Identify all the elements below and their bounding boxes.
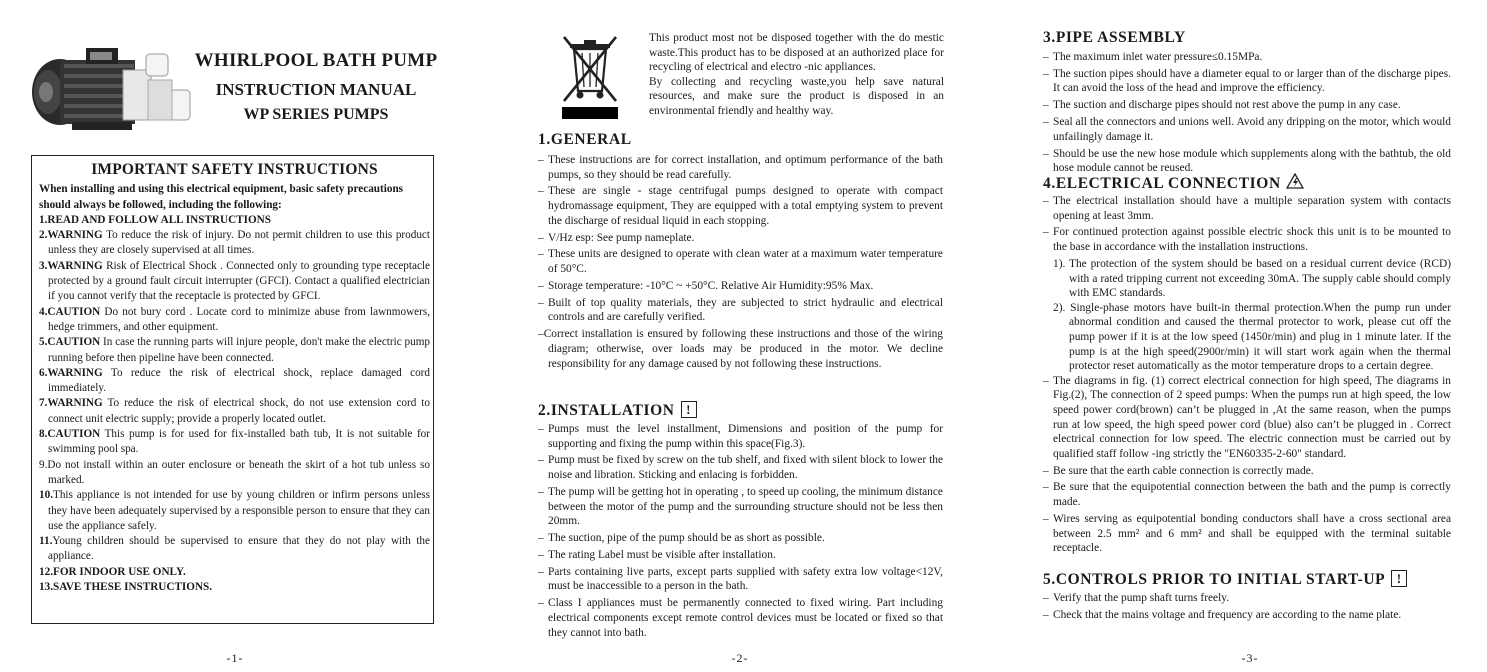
bullet-dash: –	[538, 423, 544, 435]
list-item	[1043, 374, 1451, 462]
disposal-para-2: By collecting and recycling waste,you help save natural resources, and make sure the product is disposed in an environmental friendly and healthy way.	[649, 75, 944, 117]
list-item-text: These units are designed to operate with clean water at a maximum water temperature of 50°C.	[548, 248, 943, 276]
safety-item-lead: 1.READ AND FOLLOW ALL INSTRUCTIONS	[39, 213, 271, 226]
list-item-text: These instructions are for correct installation, and optimum performance of the bath pumps, so they should be read carefully.	[548, 154, 943, 181]
list-item-text: The suction pipes should have a diameter equal to or larger than of the discharge pipes. It can avoid the loss of the head and improve the efficiency.	[1053, 67, 1451, 95]
bullet-dash: –	[538, 532, 544, 545]
list-item-text: 2). Single-phase motors have built-in thermal protection.When the pump run under abnormal condition and caused the thermal protector to work, please cut off the pump power if it is at the low speed (1450r/min) and plug in 1 minute later. If the pump is at the high speed(2900r/min) it will start work again when the thermal protector reset automatically as the motor temperature drops to a certain degree.	[1053, 301, 1451, 373]
list-item	[1043, 480, 1451, 509]
list-item-text: Pumps must the level installment, Dimensions and position of the pump for supporting and fixing the pump within this space(Fig.3).	[548, 423, 943, 450]
list-item	[538, 327, 943, 371]
safety-item	[39, 396, 430, 427]
controls-list	[1043, 591, 1451, 625]
safety-item-text: In case the running parts will injure people, don't make the electric pump running before then pipeline have been connected.	[48, 336, 430, 364]
safety-item-lead: 2.WARNING	[39, 229, 103, 242]
list-item	[538, 231, 943, 246]
list-item-text: Check that the mains voltage and frequency are according to the name plate.	[1053, 608, 1402, 621]
safety-item	[39, 228, 430, 259]
bullet-dash: –	[538, 279, 544, 292]
list-item-text: Parts containing live parts, except parts supplied with safety extra low voltage<12V, must be inaccessible to a person in the bath.	[548, 565, 943, 593]
bullet-dash: –	[538, 485, 544, 498]
list-item	[1043, 67, 1451, 96]
list-item	[1043, 591, 1451, 606]
list-item	[538, 453, 943, 482]
list-item-text: The pump will be getting hot in operating , to speed up cooling, the minimum distance between the motor of the pump and the surrounding structure should not be less then 20mm.	[548, 485, 943, 528]
electric-hazard-icon	[1286, 173, 1304, 189]
list-item	[1043, 194, 1451, 223]
bullet-dash: –	[1043, 608, 1049, 621]
safety-item-text: This appliance is not intended for use by young children or infirm persons unless they have been adequately supervised by a responsible person to ensure that they can use the appliance safely.	[48, 489, 430, 532]
installation-heading: 2.INSTALLATION	[538, 402, 675, 419]
page-number: -1-	[226, 651, 244, 665]
installation-heading-row	[538, 401, 697, 420]
safety-item	[39, 366, 430, 397]
controls-heading-row	[1043, 570, 1407, 589]
safety-item-lead: 3.WARNING	[39, 259, 103, 272]
safety-item	[39, 565, 430, 580]
page-number: -3-	[1241, 651, 1259, 665]
page-1	[0, 0, 470, 672]
manual-series: WP SERIES PUMPS	[243, 106, 389, 123]
electrical-heading: 4.ELECTRICAL CONNECTION	[1043, 175, 1281, 192]
safety-item	[39, 213, 430, 228]
list-item	[1043, 512, 1451, 556]
manual-subtitle: INSTRUCTION MANUAL	[215, 80, 417, 99]
list-item	[538, 422, 943, 451]
page-3	[1035, 0, 1465, 672]
safety-heading: IMPORTANT SAFETY INSTRUCTIONS	[91, 161, 378, 178]
controls-heading: 5.CONTROLS PRIOR TO INITIAL START-UP	[1043, 571, 1386, 588]
bullet-dash: –	[1043, 116, 1049, 129]
bullet-dash: –	[1043, 147, 1049, 160]
list-item	[1043, 115, 1451, 144]
bullet-dash: –	[538, 565, 544, 578]
general-list	[538, 153, 943, 373]
list-item-text: Wires serving as equipotential bonding conductors shall have a cross sectional area between 2.5 mm² and 6 mm² and shall be equipped with the terminal suitable receptacle.	[1053, 512, 1451, 555]
disposal-notice	[649, 31, 944, 119]
disposal-para-1: This product most not be disposed together with the do mestic waste.This product has to be disposed at an authorized place for recycling of electrical and electro -nic appliances.	[649, 32, 944, 74]
safety-item-lead: 12.FOR INDOOR USE ONLY.	[39, 565, 186, 578]
list-item	[1043, 257, 1451, 301]
page-2	[520, 0, 960, 672]
bullet-dash: –	[1043, 464, 1049, 477]
list-item-text: The suction and discharge pipes should not rest above the pump in any case.	[1053, 99, 1401, 112]
list-item	[1043, 464, 1451, 479]
safety-item	[39, 305, 430, 336]
safety-item-lead: 8.CAUTION	[39, 428, 101, 441]
list-item-text: The diagrams in fig. (1) correct electrical connection for high speed, The diagrams in Fig.(2), The connection of 2 speed pumps: When the pumps run at high speed, the low speed power cord(brown) can’t be plugged in ,At the same reason, when the pumps run at low speed, the high speed power cord (blue) also can’t be plugged in . Correct electrical connection for low speed. The electric connection must be carried out by qualified staff follow -ing strictly the "EN60335-2-60" standard.	[1053, 374, 1451, 460]
list-item	[1043, 608, 1451, 623]
safety-item-text: To reduce the risk of electrical shock, do not use extension cord to connect unit electric supply; provide a properly located outlet.	[48, 397, 430, 425]
safety-box	[31, 155, 434, 624]
safety-item-text: This pump is for used for fix-installed bath tub, It is not suitable for swimming pool spa.	[48, 428, 430, 456]
safety-item-lead: 10.	[39, 489, 53, 502]
safety-item-text: Do not bury cord . Locate cord to minimize abuse from lawnmowers, hedge trimmers, and other equipment.	[48, 305, 430, 333]
safety-item	[39, 534, 430, 565]
safety-item-text: Risk of Electrical Shock . Connected only to grounding type receptacle protected by a ground fault circuit interrupter (GFCI). Contact a qualified electrician if you cannot verify that the receptacle is protected by GFCI.	[48, 259, 430, 303]
safety-item	[39, 580, 430, 595]
safety-item-text: 9.Do not install within an outer enclosure or beneath the skirt of a hot tub unless so marked.	[39, 458, 430, 486]
safety-item	[39, 427, 430, 458]
list-item	[538, 247, 943, 276]
safety-intro: When installing and using this electrical equipment, basic safety precautions should always be followed, including the following:	[39, 183, 404, 211]
list-item-text: The maximum inlet water pressure≤0.15MPa.	[1053, 51, 1263, 63]
bullet-dash: –	[1043, 67, 1049, 80]
safety-item-lead: 13.SAVE THESE INSTRUCTIONS.	[39, 581, 213, 594]
list-item	[538, 153, 943, 182]
electrical-heading-row	[1043, 173, 1304, 193]
list-item	[538, 296, 943, 325]
list-item-text: These are single - stage centrifugal pumps designed to operate with compact hydromassage equipment, They are equipped with a total emptying system to prevent the discharge of residual liquid in each stopping.	[548, 185, 943, 227]
electrical-list	[1043, 194, 1451, 558]
bullet-dash: –	[538, 185, 544, 198]
safety-item-lead: 11.	[39, 535, 53, 548]
title-block	[185, 50, 447, 124]
safety-item-text: To reduce the risk of electrical shock, replace damaged cord immediately.	[48, 366, 430, 395]
list-item-text: V/Hz esp: See pump nameplate.	[548, 231, 695, 244]
warning-icon: !	[1391, 570, 1407, 587]
bullet-dash: –	[1043, 374, 1049, 387]
bullet-dash: –	[538, 548, 544, 561]
safety-item-lead: 6.WARNING	[39, 366, 103, 379]
list-item	[538, 596, 943, 640]
list-item-text: The rating Label must be visible after installation.	[548, 548, 776, 561]
bullet-dash: –	[538, 296, 544, 309]
list-item	[538, 279, 943, 294]
warning-icon: !	[681, 401, 697, 418]
bullet-dash: –	[1043, 195, 1049, 207]
list-item	[1043, 98, 1451, 113]
safety-item-text: Young children should be supervised to ensure that they do not play with the appliance.	[48, 535, 430, 563]
list-item-text: Storage temperature: -10°C ~ +50°C. Relative Air Humidity:95% Max.	[548, 279, 874, 292]
list-item-text: Correct installation is ensured by following these instructions and those of the wiring diagram; otherwise, over loads may be produced in the motor. We decline responsibility for any damage caused by not following these instructions.	[543, 328, 943, 370]
bullet-dash: –	[538, 231, 544, 244]
pipe-heading: 3.PIPE ASSEMBLY	[1043, 29, 1186, 46]
list-item-text: The electrical installation should have a multiple separation system with contacts opening at least 3mm.	[1053, 195, 1451, 222]
list-item-text: Verify that the pump shaft turns freely.	[1053, 592, 1230, 604]
safety-item-text: To reduce the risk of injury. Do not permit children to use this product unless they are closely supervised at all times.	[48, 229, 430, 257]
list-item-text: The suction, pipe of the pump should be as short as possible.	[548, 532, 825, 545]
bullet-dash: –	[538, 454, 544, 467]
list-item	[1043, 147, 1451, 176]
pump-image	[28, 40, 193, 132]
bullet-dash: –	[1043, 51, 1049, 63]
bullet-dash: –	[1043, 99, 1049, 112]
bullet-dash: –	[1043, 481, 1049, 494]
pipe-list	[1043, 50, 1451, 178]
safety-item-lead: 7.WARNING	[39, 397, 103, 410]
bullet-dash: –	[538, 248, 544, 261]
list-item-text: 1). The protection of the system should be based on a residual current device (RCD) with a rated tripping current not exceeding 30mA. The supply cable should comply with EMC standards.	[1053, 257, 1451, 300]
list-item	[538, 531, 943, 546]
list-item-text: Pump must be fixed by screw on the tub shelf, and fixed with silent block to lower the noise and libration. Sticking and enlacing is forbidden.	[548, 454, 943, 482]
list-item	[538, 184, 943, 228]
list-item-text: Should be use the new hose module which supplements along with the bathtub, the old hose module cannot be reused.	[1053, 147, 1451, 175]
installation-list	[538, 422, 943, 642]
list-item	[1043, 50, 1451, 65]
page-number: -2-	[731, 651, 749, 665]
list-item	[1043, 225, 1451, 254]
list-item	[1043, 301, 1451, 374]
safety-item	[39, 458, 430, 489]
bullet-dash: –	[1043, 226, 1049, 239]
list-item-text: For continued protection against possible electric shock this unit is to be mounted to the base in accordance with the installation instructions.	[1053, 226, 1451, 254]
list-item-text: Class I appliances must be permanently connected to fixed wiring. Part including electrical components except remote control devices must be located or fixed so that they cannot into bath.	[548, 597, 943, 639]
safety-item	[39, 259, 430, 305]
list-item	[538, 565, 943, 594]
general-heading: 1.GENERAL	[538, 131, 632, 148]
list-item-text: Seal all the connectors and unions well. Avoid any dripping on the motor, which would unfailingly damage it.	[1053, 116, 1451, 143]
list-item-text: Be sure that the earth cable connection is correctly made.	[1053, 464, 1314, 477]
safety-item-lead: 4.CAUTION	[39, 305, 101, 318]
list-item-text: Built of top quality materials, they are subjected to strict hydraulic and electrical controls and are carefully verified.	[548, 296, 943, 324]
bullet-dash: –	[538, 328, 544, 341]
list-item	[538, 485, 943, 529]
safety-item-lead: 5.CAUTION	[39, 336, 101, 349]
list-item	[538, 548, 943, 563]
bullet-dash: –	[538, 154, 544, 166]
safety-item	[39, 488, 430, 534]
manual-title: WHIRLPOOL BATH PUMP	[194, 50, 438, 71]
bullet-dash: –	[1043, 592, 1049, 604]
bullet-dash: –	[538, 597, 544, 610]
safety-list	[39, 213, 430, 595]
bullet-dash: –	[1043, 512, 1049, 525]
safety-item	[39, 335, 430, 366]
list-item-text: Be sure that the equipotential connection between the bath and the pump is correctly made.	[1053, 481, 1451, 509]
crossed-bin-icon	[560, 35, 620, 120]
